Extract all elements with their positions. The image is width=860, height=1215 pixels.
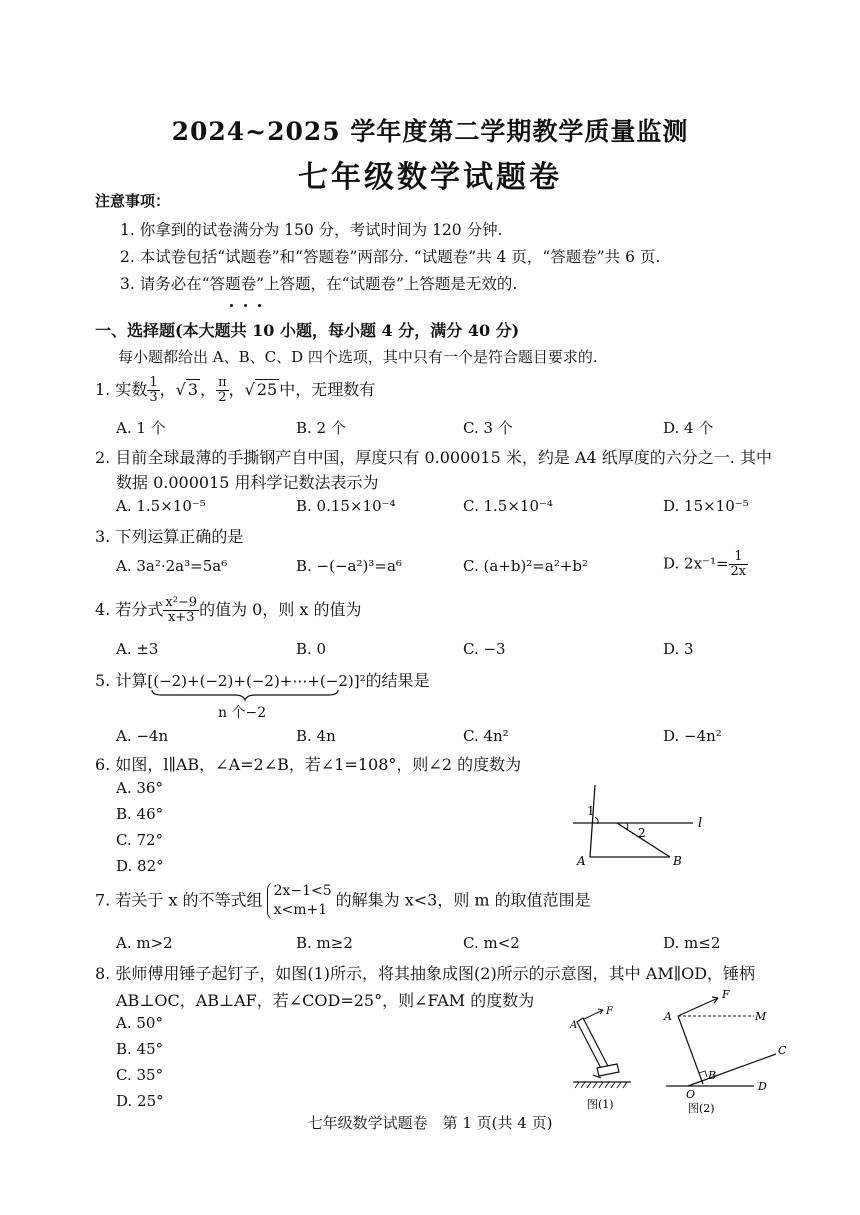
svg-text:B: B — [673, 854, 682, 868]
sum-expression: [(−2)+(−2)+(−2)+⋯+(−2)]² — [147, 672, 366, 690]
q6-option-b: B. 46° — [116, 805, 164, 823]
q7-option-d: D. m≤2 — [663, 934, 721, 952]
q4-option-d: D. 3 — [663, 640, 694, 658]
question-7-stem: 7. 若关于 x 的不等式组 2x−1<5 x<m+1 的解集为 x<3，则 m 的取值范围是 — [95, 883, 591, 918]
q8-option-b: B. 45° — [116, 1040, 164, 1058]
svg-text:l: l — [698, 816, 703, 831]
segment-ab — [678, 1016, 703, 1084]
q6-option-d: D. 82° — [116, 857, 164, 875]
svg-text:A: A — [664, 1010, 672, 1023]
q2-option-b: B. 0.15×10⁻⁴ — [296, 497, 396, 515]
q4-option-a: A. ±3 — [116, 640, 159, 658]
fraction: $\frac{1}{3}$ — [149, 375, 158, 405]
q3-option-a: A. 3a²·2a³=5a⁶ — [116, 557, 228, 575]
sqrt-sign: √ — [175, 380, 186, 399]
q1-option-c: C. 3 个 — [463, 419, 513, 437]
q5-option-c: C. 4n² — [463, 727, 509, 745]
q4-option-c: C. −3 — [463, 640, 506, 658]
question-5-stem: 5. 计算[(−2)+(−2)+(−2)+⋯+(−2)]²的结果是 — [95, 671, 430, 690]
q2-option-a: A. 1.5×10⁻⁵ — [116, 497, 206, 515]
svg-text:2: 2 — [638, 826, 646, 840]
inequality-system: 2x−1<5 x<m+1 — [267, 882, 332, 920]
hammer-handle — [577, 1018, 610, 1074]
emphasis-dots — [230, 292, 261, 311]
q6-option-c: C. 72° — [116, 831, 164, 849]
sqrt-sign: √ — [244, 380, 255, 399]
question-6-stem: 6. 如图，l∥AB，∠A=2∠B，若∠1=108°，则∠2 的度数为 — [95, 755, 522, 774]
question-1-stem: 1. 实数 $\frac{1}{3}$ ，√ 3 ， $\frac{\pi}{2}$ ，√ 25 中，无理数有 — [95, 375, 376, 405]
q1-option-d: D. 4 个 — [663, 419, 714, 437]
svg-text:O: O — [686, 1088, 696, 1101]
paper-title: 七年级数学试题卷 — [298, 160, 562, 195]
svg-text:图(1): 图(1) — [587, 1098, 614, 1111]
q3-option-b: B. −(−a²)³=a⁶ — [296, 557, 402, 575]
q8-option-a: A. 50° — [116, 1014, 163, 1032]
question-4-stem: 4. 若分式 $\frac{\text{x²−9}}{x+3}$ 的值为 0，则 x 的值为 — [95, 595, 362, 625]
svg-text:1: 1 — [587, 804, 595, 818]
q8-option-c: C. 35° — [116, 1066, 164, 1084]
q1-option-b: B. 2 个 — [296, 419, 346, 437]
q7-option-b: B. m≥2 — [296, 934, 353, 952]
q7-option-c: C. m<2 — [463, 934, 520, 952]
section-instruction: 每小题都给出 A、B、C、D 四个选项，其中只有一个是符合题目要求的. — [118, 348, 598, 366]
notice-item: 3. 请务必在“答题卷”上答题，在“试题卷”上答题是无效的. — [120, 275, 518, 293]
hammer-figure — [565, 1002, 645, 1114]
q3-option-d: D. 2x⁻¹= $\frac{1}{2x}$ — [663, 549, 747, 579]
fraction: $\frac{\text{x²−9}}{x+3}$ — [165, 595, 198, 625]
svg-text:M: M — [755, 1010, 767, 1023]
notice-heading: 注意事项： — [95, 192, 171, 210]
question-8-line1: 8. 张师傅用锤子起钉子，如图(1)所示，将其抽象成图(2)所示的示意图，其中 AM∥OD，锤柄 — [95, 964, 756, 983]
q6-figure — [565, 775, 710, 870]
svg-text:图(2): 图(2) — [688, 1102, 715, 1115]
question-3-stem: 3. 下列运算正确的是 — [95, 527, 244, 546]
segment-a-top — [590, 785, 595, 857]
q3-option-c: C. (a+b)²=a²+b² — [463, 557, 589, 575]
q1-option-a: A. 1 个 — [116, 419, 166, 437]
notice-item: 1. 你拿到的试卷满分为 150 分，考试时间为 120 分钟. — [120, 221, 503, 239]
q6-option-a: A. 36° — [116, 779, 163, 797]
q2-option-d: D. 15×10⁻⁵ — [663, 497, 749, 515]
schematic-figure — [658, 988, 788, 1116]
q5-option-d: D. −4n² — [663, 727, 722, 745]
q7-option-a: A. m>2 — [116, 934, 173, 952]
svg-text:D: D — [758, 1080, 767, 1093]
q2-option-c: C. 1.5×10⁻⁴ — [463, 497, 553, 515]
svg-text:F: F — [722, 988, 730, 1001]
svg-text:C: C — [778, 1044, 787, 1057]
svg-text:F: F — [606, 1006, 613, 1017]
q4-option-b: B. 0 — [296, 640, 327, 658]
fraction: $\frac{\pi}{2}$ — [218, 375, 227, 405]
exam-title: 2024~2025 学年度第二学期教学质量监测 — [171, 117, 689, 146]
underbrace-label: n 个−2 — [218, 705, 267, 721]
notice-item: 2. 本试卷包括“试题卷”和“答题卷”两部分. “试题卷”共 4 页，“答题卷”共 6 页. — [120, 248, 661, 266]
svg-text:B: B — [708, 1069, 717, 1082]
section-heading: 一、选择题(本大题共 10 小题，每小题 4 分，满分 40 分) — [95, 321, 520, 340]
svg-text:A: A — [570, 1020, 578, 1031]
underbrace — [150, 688, 340, 702]
page-footer: 七年级数学试题卷 第 1 页(共 4 页) — [307, 1114, 553, 1132]
question-2-line1: 2. 目前全球最薄的手撕钢产自中国，厚度只有 0.000015 米，约是 A4 纸厚度的六分之一. 其中 — [95, 448, 772, 467]
q8-option-d: D. 25° — [116, 1092, 164, 1110]
q5-option-b: B. 4n — [296, 727, 336, 745]
svg-text:A: A — [577, 854, 586, 868]
q5-option-a: A. −4n — [116, 727, 169, 745]
question-8-line2: AB⊥OC，AB⊥AF，若∠COD=25°，则∠FAM 的度数为 — [116, 991, 535, 1010]
question-2-line2: 数据 0.000015 用科学记数法表示为 — [116, 473, 379, 492]
